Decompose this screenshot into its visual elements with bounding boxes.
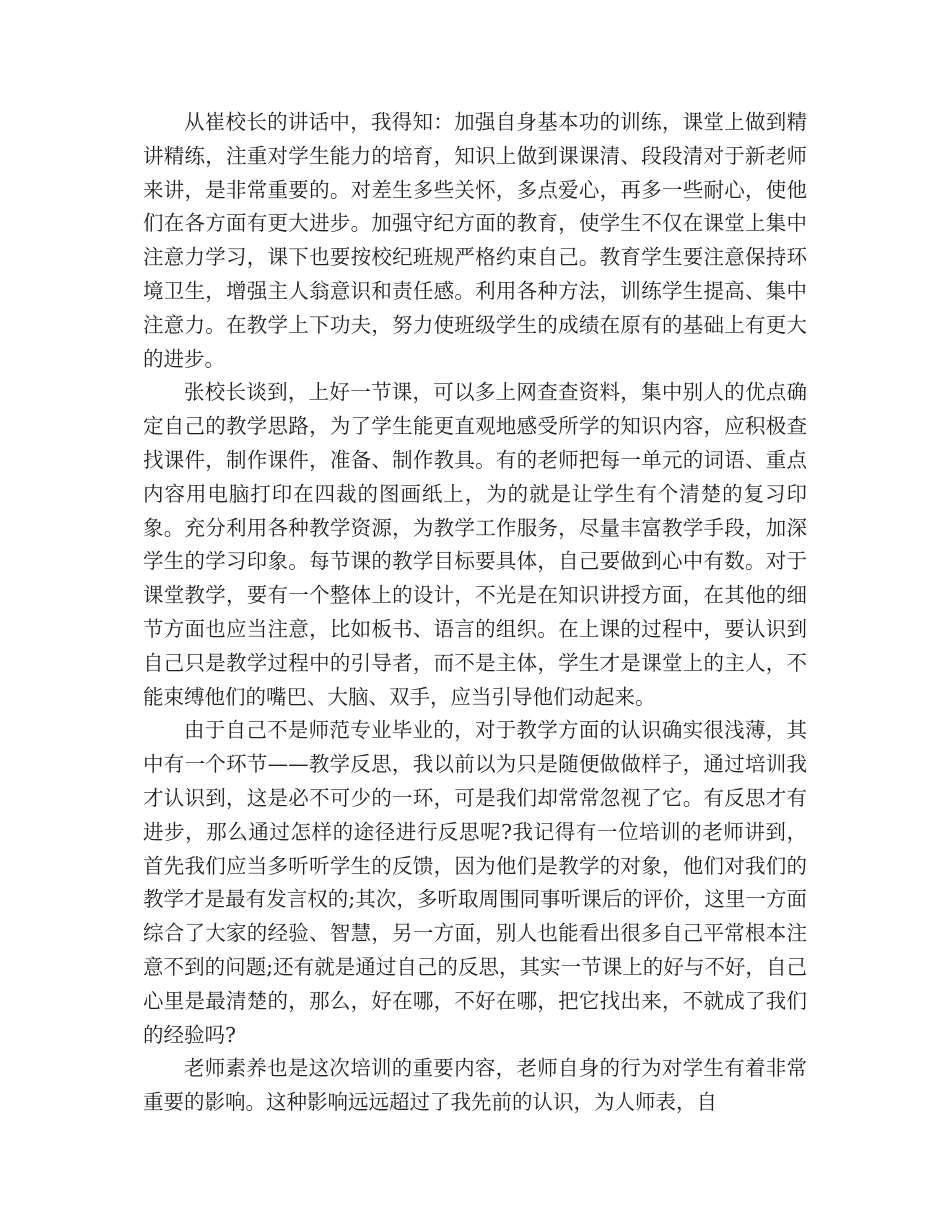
document-body (143, 106, 807, 1120)
paragraph-principal-zhang: 张校长谈到，上好一节课，可以多上网查查资料，集中别人的优点确定自己的教学思路，为了学生能更直观地感受所学的知识内容，应积极查找课件，制作课件，准备、制作教具。有的老师把每一单元的词语、重点内容用电脑打印在四裁的图画纸上，为的就是让学生有个清楚的复习印象。充分利用各种教学资源，为教学工作服务，尽量丰富教学手段，加深学生的学习印象。每节课的教学目标要具体，自己要做到心中有数。对于课堂教学，要有一个整体上的设计，不光是在知识讲授方面，在其他的细节方面也应当注意，比如板书、语言的组织。在上课的过程中，要认识到自己只是教学过程中的引导者，而不是主体，学生才是课堂上的主人，不能束缚他们的嘴巴、大脑、双手，应当引导他们动起来。 (143, 380, 807, 709)
paragraph-teacher-quality: 老师素养也是这次培训的重要内容，老师自身的行为对学生有着非常重要的影响。这种影响远远超过了我先前的认识，为人师表，自 (143, 1056, 807, 1115)
paragraph-teaching-reflection: 由于自己不是师范专业毕业的，对于教学方面的认识确实很浅薄，其中有一个环节——教学反思，我以前以为只是随便做做样子，通过培训我才认识到，这是必不可少的一环，可是我们却常常忽视了它。有反思才有进步，那么通过怎样的途径进行反思呢?我记得有一位培训的老师讲到，首先我们应当多听听学生的反馈，因为他们是教学的对象，他们对我们的教学才是最有发言权的;其次，多听取周围同事听课后的评价，这里一方面综合了大家的经验、智慧，另一方面，别人也能看出很多自己平常根本注意不到的问题;还有就是通过自己的反思，其实一节课上的好与不好，自己心里是最清楚的，那么，好在哪，不好在哪，把它找出来，不就成了我们的经验吗? (143, 718, 807, 1047)
paragraph-principal-cui: 从崔校长的讲话中，我得知：加强自身基本功的训练，课堂上做到精讲精练，注重对学生能力的培育，知识上做到课课清、段段清对于新老师来讲，是非常重要的。对差生多些关怀，多点爱心，再多一些耐心，使他们在各方面有更大进步。加强守纪方面的教育，使学生不仅在课堂上集中注意力学习，课下也要按校纪班规严格约束自己。教育学生要注意保持环境卫生，增强主人翁意识和责任感。利用各种方法，训练学生提高、集中注意力。在教学上下功夫，努力使班级学生的成绩在原有的基础上有更大的进步。 (143, 110, 807, 371)
